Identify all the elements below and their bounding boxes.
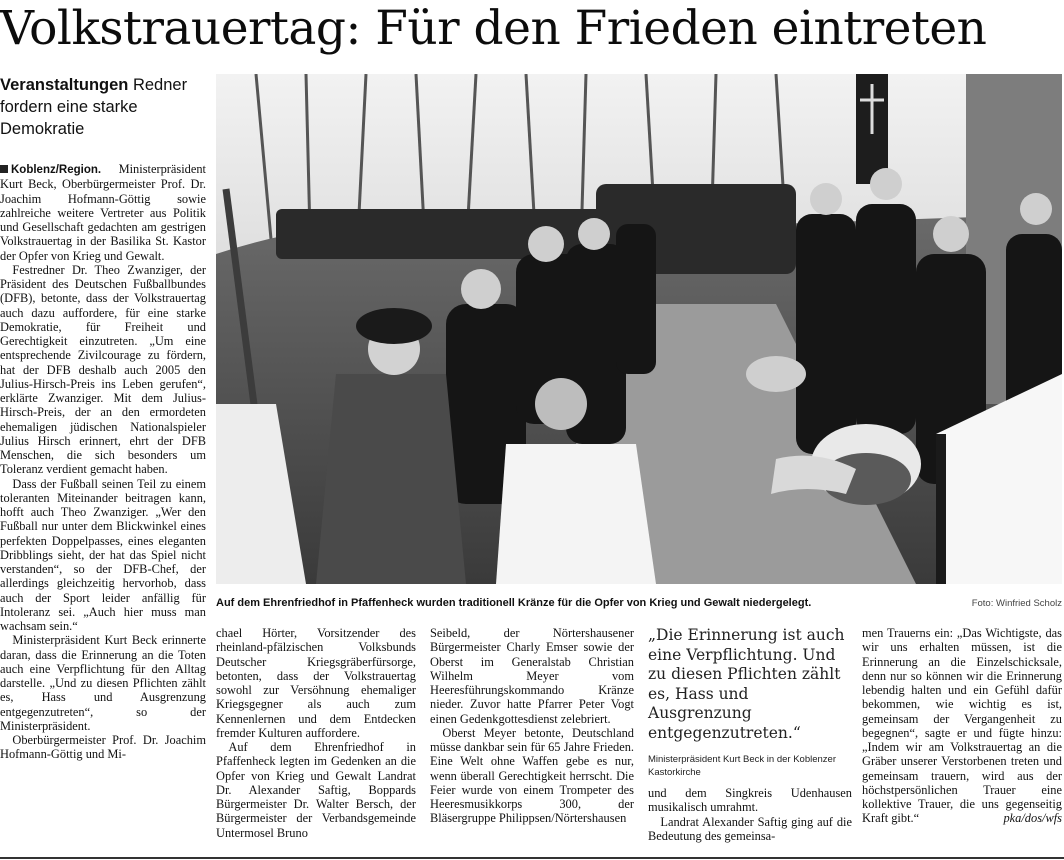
pull-quote xyxy=(648,626,852,779)
paragraph: Oberbürgermeister Prof. Dr. Joachim Hofmann-Göttig und Mi- xyxy=(0,733,206,762)
article-column-4 xyxy=(648,786,852,858)
article-column-3 xyxy=(430,626,634,858)
dateline-square-icon xyxy=(0,165,8,173)
bottom-rule xyxy=(0,857,1064,859)
dateline: Koblenz/Region. xyxy=(11,164,102,176)
article-column-1 xyxy=(0,162,206,858)
lead-paragraph xyxy=(0,162,206,263)
paragraph: Auf dem Ehrenfriedhof in Pfaffenheck legten im Gedenken an die Opfer von Krieg und Gewalt Landrat Dr. Alexander Saftig, Boppards Bürgermeister Dr. Walter Bersch, der Bürgermeister der Verbandsgemeinde Untermosel Bruno xyxy=(216,740,416,840)
subtitle: Redner fordern eine starke Demokratie xyxy=(0,76,188,138)
paragraph: Oberst Meyer betonte, Deutschland müsse dankbar sein für 65 Jahre Frieden. Eine Welt ohne Waffen gebe es nur, wenn überall Gerechtigkeit herrscht. Die Feier wurde von einem Trompeter des Heeresmusikkorps 300, der Bläsergruppe Philippsen/Nörtershausen xyxy=(430,725,634,826)
paragraph: Ministerpräsident Kurt Beck erinnerte daran, dass die Erinnerung an die Toten auch eine Verpflichtung für den Alltag darstelle. „Und zu diesen Pflichten zählt es, Hass und Ausgrenzung entgegenzutreten“, so der Ministerpräsident. xyxy=(0,633,206,733)
photo-credit: Foto: Winfried Scholz xyxy=(971,598,1062,609)
quote-text: „Die Erinnerung ist auch eine Verpflichtung. Und zu diesen Pflichten zählt es, Hass und Ausgrenzung entgegenzutreten.“ xyxy=(648,626,845,742)
rubric: Veranstaltungen xyxy=(0,76,129,94)
paragraph xyxy=(862,626,1062,826)
news-photo xyxy=(216,74,1062,584)
author-signature: pka/dos/wfs xyxy=(1003,811,1062,826)
paragraph: Dass der Fußball seinen Teil zu einem toleranten Miteinander beitragen kann, hofft auch Theo Zwanziger. „Wer den Fußball nur unter dem Blickwinkel eines perfekten Doppelpasses, eines eleganten Dribblings sieht, der hat das Spiel nicht verstanden“, so der DFB-Chef, der allerdings gleichzeitig hervorhob, dass auch der Sport leider anfällig für Intoleranz sei. „Auch hier muss man wachsam sein.“ xyxy=(0,476,206,633)
photo-caption: Auf dem Ehrenfriedhof in Pfaffenheck wurden traditionell Kränze für die Opfer von Krieg und Gewalt niedergelegt. xyxy=(216,597,812,609)
article-column-5 xyxy=(862,626,1062,858)
kicker xyxy=(0,74,206,140)
lead-text: Ministerpräsident Kurt Beck, Oberbürgermeister Prof. Dr. Joachim Hofmann-Göttig sowie zahlreiche weitere Vertreter aus Politik und Gesellschaft gedachten am gestrigen Volkstrauertag in der Basilika St. Kastor der Opfer von Krieg und Gewalt. xyxy=(0,162,206,263)
paragraph-text: men Trauerns ein: „Das Wichtigste, das wir uns erhalten müssen, ist die Erinnerung an die Einzelschicksale, denn nur so können wir die Erinnerung lebendig halten und ein Gefühl dafür bekommen, wie wichtig es ist, gemeinsam der Vergangenheit zu begegnen“, sagte er und fügte hinzu: „Indem wir am Volkstrauertag an die Gräber unserer Verstorbenen treten und gemeinsam trauern, wird aus der höchstpersönlichen Trauer eine kollektive Trauer, die uns gegenseitig Kraft gibt.“ xyxy=(862,626,1062,826)
quote-source: Ministerpräsident Kurt Beck in der Koblenzer Kastorkirche xyxy=(648,754,836,778)
headline: Volkstrauertag: Für den Frieden eintreten xyxy=(0,1,987,56)
paragraph: Landrat Alexander Saftig ging auf die Bedeutung des gemeinsa- xyxy=(648,814,852,843)
paragraph: chael Hörter, Vorsitzender des rheinland-pfälzischen Volksbunds Deutscher Kriegsgräberfürsorge, betonten, dass der Volkstrauertag sowohl zur Versöhnung ehemaliger Kriegsgegner als auch zum Kennenlernen und dem Entdecken fremder Kulturen auffordere. xyxy=(216,626,416,740)
paragraph: Festredner Dr. Theo Zwanziger, der Präsident des Deutschen Fußballbundes (DFB), betonte, dass der Volkstrauertag auch dazu auffordere, für eine starke Demokratie, für Freiheit und Gerechtigkeit einzutreten. „Um eine entsprechende Zivilcourage zu fördern, hat der DFB deshalb auch 2005 den Julius-Hirsch-Preis ins Leben gerufen“, erklärte Zwanziger. Mit dem Julius-Hirsch-Preis, der an den ermordeten ehemaligen jüdischen Nationalspieler Julius Hirsch erinnert, ehrt der DFB Menschen, die sich besonders um Toleranz verdient gemacht haben. xyxy=(0,262,206,477)
article-column-2 xyxy=(216,626,416,858)
paragraph: Seibeld, der Nörtershausener Bürgermeister Charly Emser sowie der Oberst im Generalstab Christian Wilhelm Meyer vom Heeresführungskommando Kränze nieder. Zuvor hatte Pfarrer Peter Vogt einen Gedenkgottesdienst zelebriert. xyxy=(430,626,634,726)
paragraph: und dem Singkreis Udenhausen musikalisch umrahmt. xyxy=(648,786,852,815)
